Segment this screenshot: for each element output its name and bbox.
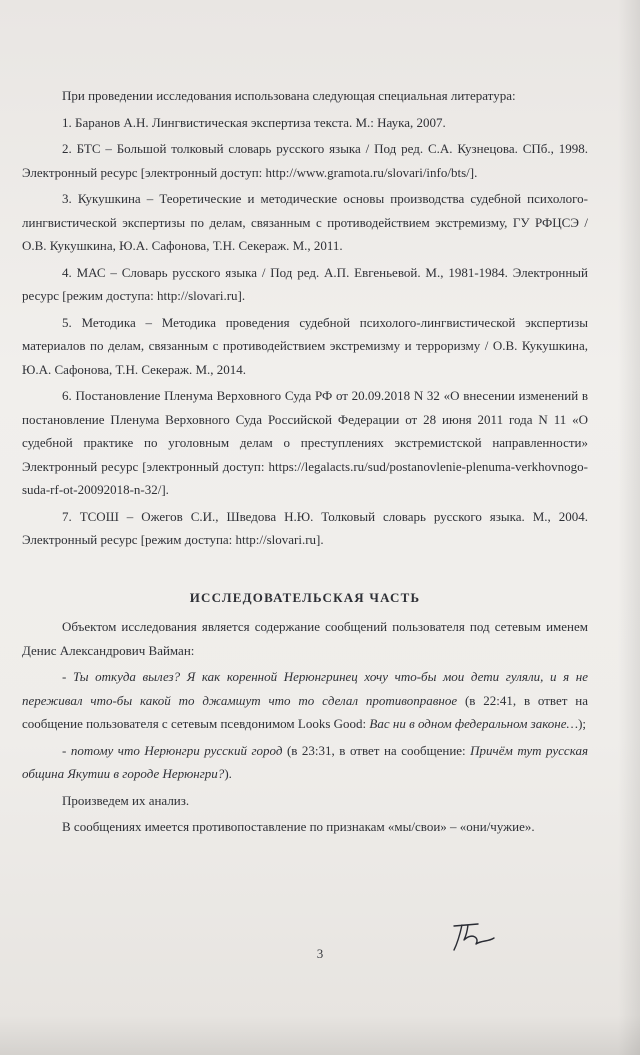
- opposition-paragraph: В сообщениях имеется противопоставление по признакам «мы/свои» – «они/чужие».: [62, 819, 535, 834]
- message-quote-1: [22, 665, 588, 736]
- document-body: [22, 84, 588, 842]
- page-bottom-shadow: [0, 1015, 640, 1055]
- literature-item: 2. БТС – Большой толковый словарь русского языка / Под ред. С.А. Кузнецова. СПб., 1998. Электронный ресурс [электронный доступ: http://www.gramota.ru/slovari/info/bts/].: [22, 141, 588, 180]
- object-paragraph: Объектом исследования является содержание сообщений пользователя под сетевым именем Денис Александрович Вайман:: [22, 619, 588, 658]
- page-fold-shadow: [618, 0, 640, 1055]
- literature-item: 3. Кукушкина – Теоретические и методические основы производства судебной психолого-лингвистической экспертизы по делам, связанным с противодействием экстремизму, ГУ РФЦСЭ / О.В. Кукушкина, Ю.А. Сафонова, Т.Н. Секераж. М., 2011.: [22, 191, 588, 253]
- analysis-paragraph: Произведем их анализ.: [62, 792, 190, 808]
- literature-list: [22, 111, 588, 552]
- literature-item: 7. ТСОШ – Ожегов С.И., Шведова Н.Ю. Толковый словарь русского языка. М., 2004. Электронный ресурс [режим доступа: http://slovari.ru].: [22, 508, 588, 547]
- literature-item: 5. Методика – Методика проведения судебной психолого-лингвистической экспертизы материалов по делам, связанным с противодействием экстремизму и терроризму / О.В. Кукушкина, Ю.А. Сафонова, Т.Н. Секераж. М., 2014.: [22, 314, 588, 377]
- message-1-context: (в 22:41, в ответ на сообщение пользователя с сетевым псевдонимом Looks Good:: [22, 692, 588, 731]
- literature-item: 1. Баранов А.Н. Лингвистическая экспертиза текста. М.: Наука, 2007.: [62, 114, 446, 130]
- message-2-end: ).: [224, 766, 232, 781]
- page-number: 3: [316, 946, 324, 961]
- message-2-context: (в 23:31, в ответ на сообщение:: [282, 742, 471, 758]
- message-quote-2: [22, 739, 588, 786]
- literature-item: 4. МАС – Словарь русского языка / Под ред. А.П. Евгеньевой. М., 1981-1984. Электронный ресурс [режим доступа: http://slovari.ru].: [22, 264, 588, 303]
- literature-intro: При проведении исследования использована следующая специальная литература:: [62, 88, 516, 103]
- message-1-end: );: [578, 716, 587, 731]
- literature-item: 6. Постановление Пленума Верховного Суда РФ от 20.09.2018 N 32 «О внесении изменений в постановление Пленума Верховного Суда Российской Федерации от 28 июня 2011 года N 11 «О судебной практике по уголовным делам о преступлениях экстремистской направленности» Электронный ресурс [электронный доступ: https://legalacts.ru/sud/postanovlenie-plenuma-verkhovnogo-suda-rf-ot-20092018-n-32/].: [22, 388, 588, 497]
- section-heading: ИССЛЕДОВАТЕЛЬСКАЯ ЧАСТЬ: [189, 589, 421, 605]
- message-2-reply: Причём тут русская община Якутии в городе Нерюнгри?: [22, 742, 588, 781]
- message-1-reply: Вас ни в одном федеральном законе…: [369, 716, 579, 731]
- message-1-text: - Ты откуда вылез? Я как коренной Нерюнгринец хочу что-бы мои дети гуляли, и я не переживал что-бы какой то джамшут что то сделал противоправное: [22, 669, 588, 708]
- message-2-text: - потому что Нерюнгри русский город: [62, 742, 283, 758]
